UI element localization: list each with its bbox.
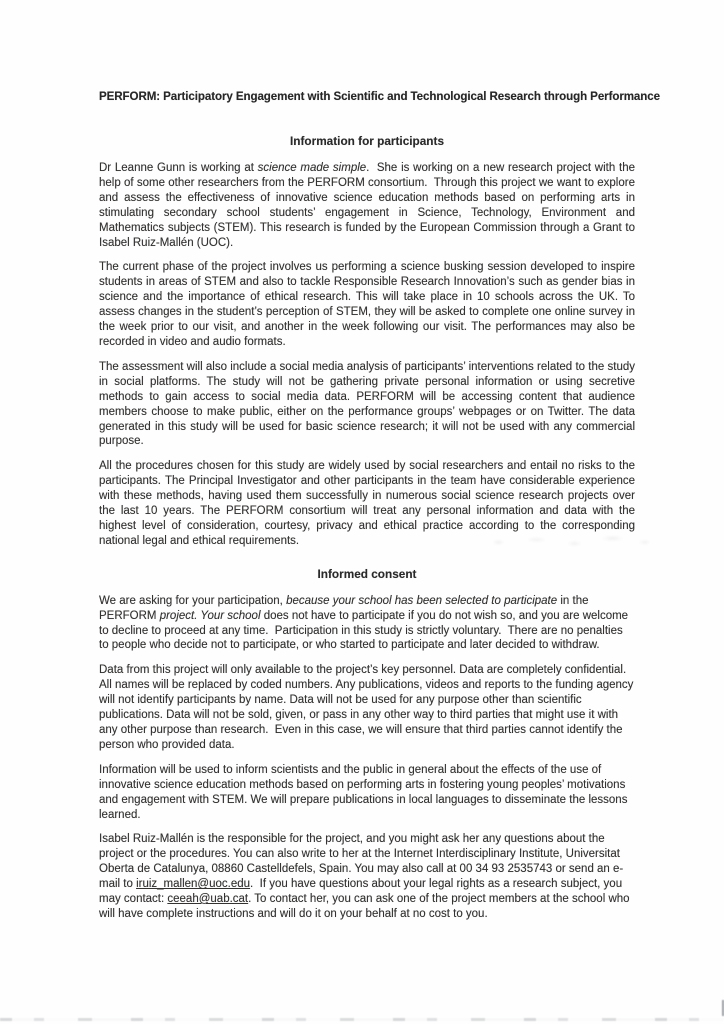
text-run: Data from this project will only available to the project’s key personnel. Data are completely confidential. All names will be replaced by coded numbers. Any publications, videos and reports to the funding agency will not identify participants by name. Data will not be used for any purpose other than scientific publications. Data will not be sold, given, or pass in any other way to third parties that might use it with any other purpose than research. Even in this case, we will ensure that third parties cannot identify the person who provided data. — [99, 664, 637, 751]
paragraph — [99, 832, 635, 921]
paragraph — [99, 260, 639, 349]
text-run: . If you have questions about your legal rights as a research subject, you may contact: — [99, 878, 626, 906]
paragraph — [99, 594, 635, 654]
paragraph — [99, 161, 639, 250]
text-run: The current phase of the project involves us performing a science busking session developed to inspire students in areas of STEM and also to tackle Responsible Research Innovation’s such as gender bias in science and the importance of ethical research. This will take place in 10 schools across the UK. To assess changes in the student’s perception of STEM, they will be asked to complete one online survey in the week prior to our visit, and another in the week following our visit. The performances may also be recorded in video and audio formats. — [99, 261, 639, 348]
document-body — [99, 134, 639, 922]
text-run: . She is working on a new research project with the help of some other researchers from the PERFORM consortium. Through this project we want to explore and assess the effectiveness of innovative science education methods based on performing arts in stimulating secondary school students’ engagement in Science, Technology, Environment and Mathematics subjects (STEM). This research is funded by the European Commission through a Grant to Isabel Ruiz-Mallén (UOC). — [99, 162, 639, 249]
section-heading: Information for participants — [289, 134, 445, 148]
text-run: . To contact her, you can ask one of the project members at the school who will have complete instructions and will do it on your behalf at no cost to you. — [99, 893, 633, 920]
text-run: Information will be used to inform scientists and the public in general about the effects of the use of innovative science education methods based on performing arts in fostering young peoples’ motivations and engagement with STEM. We will prepare publications in local languages to disseminate the lessons learned. — [99, 763, 631, 821]
text-run: because your school has been selected to participate — [286, 594, 558, 607]
scan-edge-artifact — [0, 1018, 724, 1021]
email-text: iruiz_mallen@uoc.edu — [136, 878, 251, 891]
section-informed-consent — [99, 567, 635, 922]
section-information-for-participants — [99, 134, 639, 549]
text-run: science made simple — [257, 162, 367, 174]
text-run: All the procedures chosen for this study are widely used by social researchers and entail no risks to the participants. The Principal Investigator and other participants in the team have considerable experience with these methods, having used them successfully in numerous social science research projects over the last 10 years. The PERFORM consortium will treat any personal information and data with the highest level of consideration, courtesy, privacy and ethical practice according to the corresponding national legal and ethical requirements. — [99, 460, 639, 547]
paragraph — [99, 663, 635, 752]
text-run: does not have to participate if you do not wish so, and you are welcome to decline to proceed at any time. Participation in this study is strictly voluntary. There are no penalties to people who decide not to participate, or who started to participate and later decided to withdraw. — [99, 609, 632, 652]
document-content — [99, 90, 660, 932]
email-text: ceeah@uab.cat — [167, 893, 249, 906]
paragraph — [99, 360, 639, 449]
document-title: PERFORM: Participatory Engagement with Scientific and Technological Research through Performance — [99, 90, 660, 103]
text-run: in the PERFORM — [99, 594, 592, 622]
paragraph — [99, 459, 639, 548]
section-heading: Informed consent — [317, 566, 417, 581]
text-run: Isabel Ruiz-Mallén is the responsible for the project, and you might ask her any questions about the project or the procedures. You can also write to her at the Internet Interdisciplinary Institute, Universitat Oberta de Catalunya, 08860 Castelldefels, Spain. You may also call at 00 34 93 2535743 or send an e-mail to — [99, 833, 624, 891]
text-run: Dr Leanne Gunn is working at — [99, 162, 258, 174]
text-run: We are asking for your participation, — [99, 594, 287, 607]
paragraph — [99, 763, 635, 823]
text-run: project. Your school — [159, 609, 261, 622]
text-run: The assessment will also include a social media analysis of participants’ interventions related to the study in social platforms. The study will not be gathering private personal information or using secretive methods to gain access to social media data. PERFORM will be accessing content that audience members choose to make public, either on the performance groups’ webpages or on Twitter. The data generated in this study will be used for basic science research; it will not be used with any commercial purpose. — [99, 360, 639, 448]
